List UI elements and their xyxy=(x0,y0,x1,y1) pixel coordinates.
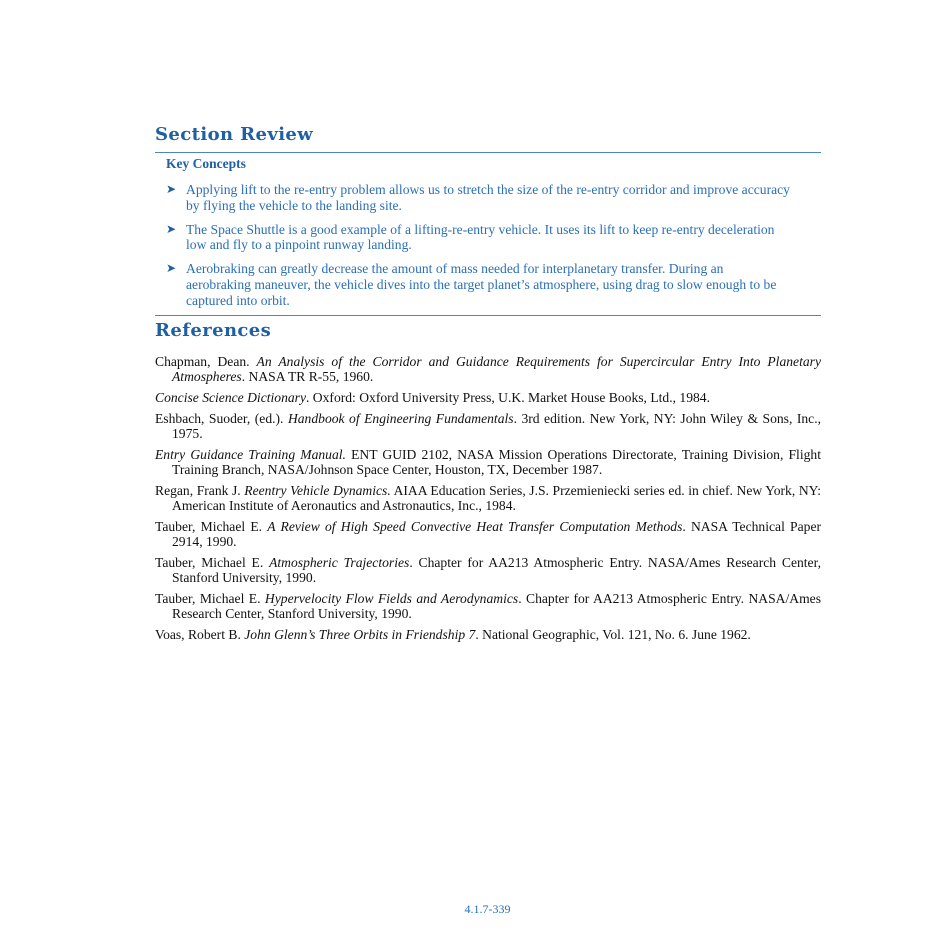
reference-title: Reentry Vehicle Dynamics. xyxy=(244,482,391,498)
concept-text: Applying lift to the re-entry problem allows us to stretch the size of the re-entry corridor and improve accuracy by flying the vehicle to the landing site. xyxy=(186,182,790,213)
reference-title: Concise Science Dictionary xyxy=(155,389,306,405)
reference-title: Hypervelocity Flow Fields and Aerodynamics xyxy=(264,590,519,606)
reference-details: . NASA Technical Paper 2914, 1990. xyxy=(172,518,821,549)
reference-title: Entry Guidance Training Manual. xyxy=(155,446,346,462)
references-list xyxy=(155,354,821,642)
concept-text: Aerobraking can greatly decrease the amount of mass needed for interplanetary transfer. During an aerobraking maneuver, the vehicle dives into the target planet’s atmosphere, using drag to slow enough to be captured into orbit. xyxy=(186,261,777,308)
reference-item xyxy=(155,483,821,513)
reference-author: Voas, Robert B. xyxy=(155,626,245,642)
reference-details: . Oxford: Oxford University Press, U.K. Market House Books, Ltd., 1984. xyxy=(306,389,710,405)
reference-item xyxy=(155,627,821,642)
section-review-box xyxy=(155,152,821,316)
arrowhead-bullet-icon: ➤ xyxy=(166,221,177,236)
reference-author: Tauber, Michael E. xyxy=(155,518,268,534)
concept-item xyxy=(166,222,821,254)
reference-title: Atmospheric Trajectories xyxy=(269,554,410,570)
reference-item xyxy=(155,519,821,549)
concept-item xyxy=(166,182,821,214)
arrowhead-bullet-icon: ➤ xyxy=(166,261,177,276)
reference-title: Handbook of Engineering Fundamentals xyxy=(287,410,514,426)
references-heading: References xyxy=(155,319,272,341)
reference-details: . Chapter for AA213 Atmospheric Entry. NASA/Ames Research Center, Stanford University, 1990. xyxy=(172,554,821,585)
reference-item xyxy=(155,555,821,585)
reference-details: . 3rd edition. New York, NY: John Wiley & Sons, Inc., 1975. xyxy=(172,410,821,441)
page-content xyxy=(155,120,821,648)
reference-author: Tauber, Michael E. xyxy=(155,590,265,606)
reference-title: An Analysis of the Corridor and Guidance Requirements for Supercircular Entry Into Planetary Atmospheres xyxy=(172,353,821,384)
reference-details: AIAA Education Series, J.S. Przemieniecki series ed. in chief. New York, NY: American Institute of Aeronautics and Astronautics, Inc., 1984. xyxy=(172,482,821,513)
key-concepts-label: Key Concepts xyxy=(166,156,246,171)
reference-details: ENT GUID 2102, NASA Mission Operations Directorate, Training Division, Flight Training Branch, NASA/Johnson Space Center, Houston, TX, December 1987. xyxy=(172,446,821,477)
concept-text: The Space Shuttle is a good example of a lifting-re-entry vehicle. It uses its lift to keep re-entry deceleration low and fly to a pinpoint runway landing. xyxy=(186,221,775,253)
reference-title: A Review of High Speed Convective Heat Transfer Computation Methods xyxy=(267,518,683,534)
reference-item xyxy=(155,411,821,441)
reference-title: John Glenn’s Three Orbits in Friendship 7 xyxy=(244,626,476,642)
page-number: 4.1.7-339 xyxy=(464,902,511,916)
reference-item xyxy=(155,591,821,621)
reference-item xyxy=(155,354,821,384)
reference-details: . National Geographic, Vol. 121, No. 6. June 1962. xyxy=(475,626,751,642)
reference-item xyxy=(155,447,821,477)
section-review-heading: Section Review xyxy=(155,124,314,145)
reference-author: Chapman, Dean. xyxy=(155,353,257,369)
concept-item xyxy=(166,261,821,308)
reference-author: Regan, Frank J. xyxy=(155,482,245,498)
reference-item xyxy=(155,390,821,405)
reference-author: Tauber, Michael E. xyxy=(155,554,270,570)
reference-details: . NASA TR R-55, 1960. xyxy=(241,368,374,384)
arrowhead-bullet-icon: ➤ xyxy=(166,182,177,196)
reference-author: Eshbach, Suoder, (ed.). xyxy=(155,410,288,426)
reference-details: . Chapter for AA213 Atmospheric Entry. NASA/Ames Research Center, Stanford University, 1990. xyxy=(172,590,821,621)
